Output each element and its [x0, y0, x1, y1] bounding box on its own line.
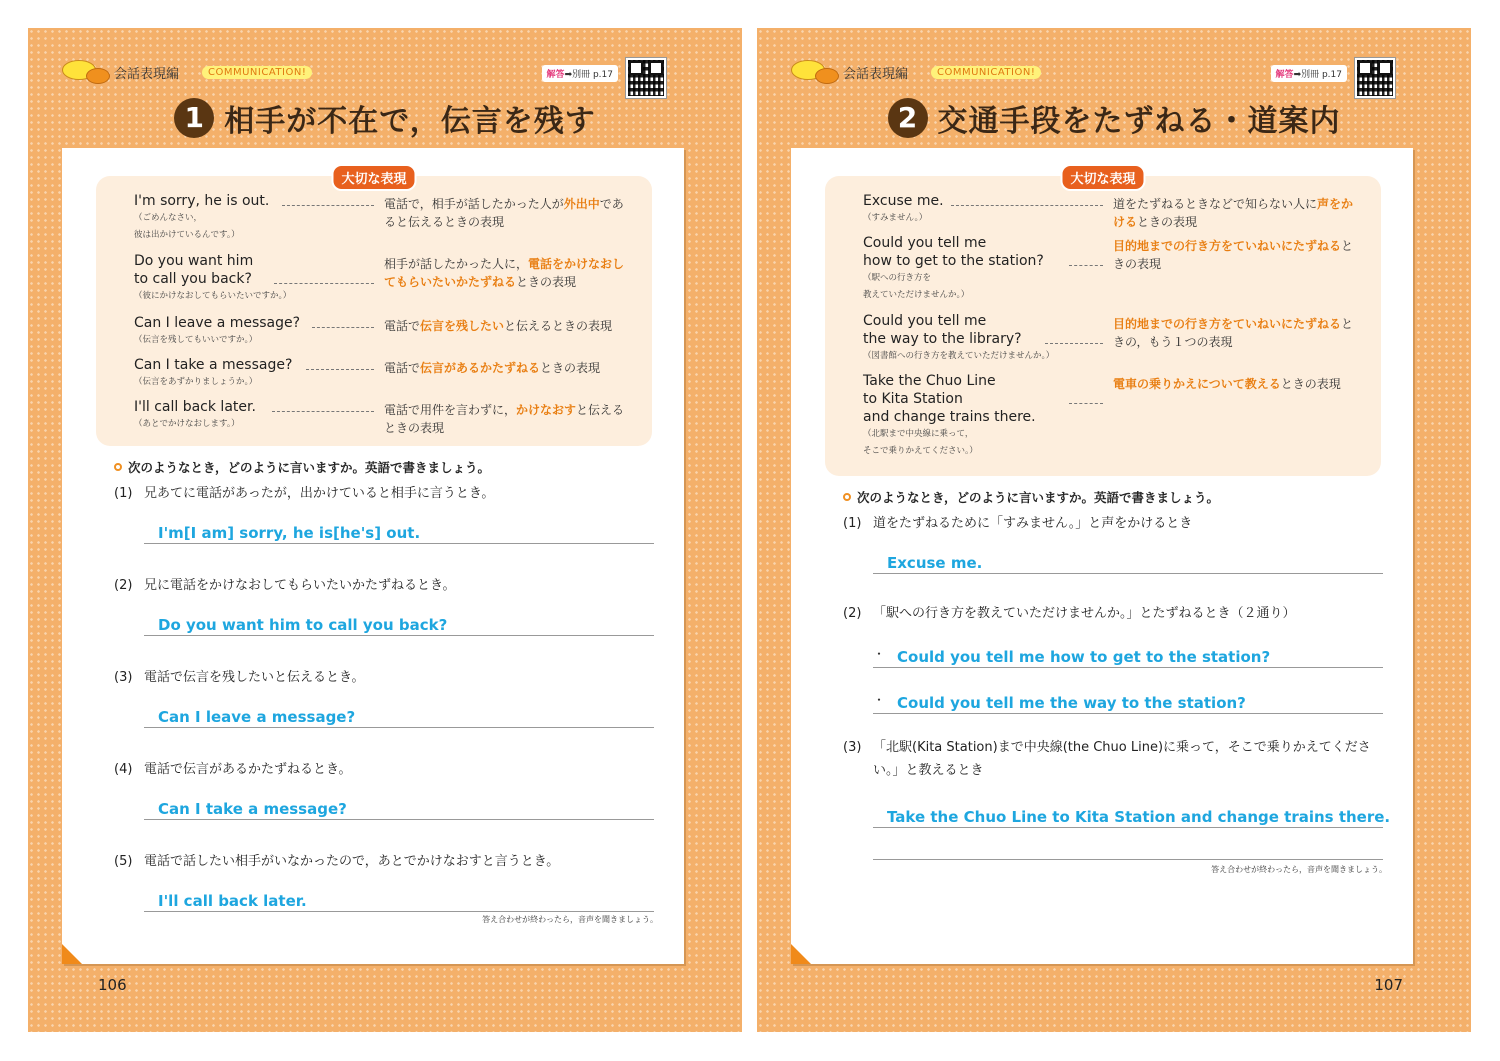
dotted-leader [282, 205, 374, 206]
lesson-title: 相手が不在で，伝言を残す [224, 104, 596, 139]
key-expression-description: 目的地までの行き方をていねいにたずねるときの表現 [1113, 239, 1354, 271]
answer-line-5[interactable] [144, 886, 654, 912]
page-number: 106 [98, 976, 127, 994]
page-header [791, 58, 1395, 92]
key-expression-row [863, 192, 1357, 232]
answer-line-1[interactable] [873, 548, 1383, 574]
page-number: 107 [1374, 976, 1403, 994]
answer-reference: 解答➡別冊 p.17 [542, 65, 618, 82]
key-expression-row [863, 372, 1357, 462]
worksheet-paper [791, 148, 1413, 964]
key-expression-description: 相手が話したかった人に，電話をかけなおしてもらいたいかたずねるときの表現 [384, 257, 625, 289]
lesson-number: 2 [888, 98, 928, 138]
key-expression-translation: （ごめんなさい， 彼は出かけているんです。） [134, 213, 240, 240]
key-expression-description: 電車の乗りかえについて教えるときの表現 [1113, 377, 1341, 391]
answer-text: Take the Chuo Line to Kita Station and change trains there. [887, 808, 1391, 826]
answer-line-1[interactable] [144, 518, 654, 544]
key-expression-row [134, 398, 628, 438]
lesson-title: 交通手段をたずねる・道案内 [937, 104, 1341, 139]
key-expression-description: 電話で伝言があるかたずねるときの表現 [384, 361, 601, 375]
answer-text: I'll call back later. [158, 892, 307, 910]
key-expression-translation: （彼にかけなおしてもらいたいですか。） [134, 291, 292, 301]
key-expression-description: 目的地までの行き方をていねいにたずねるときの，もう１つの表現 [1113, 317, 1354, 349]
answer-text: Could you tell me how to get to the station? [897, 648, 1271, 666]
audio-note: 答え合わせが終わったら，音声を聞きましょう。 [1211, 865, 1387, 874]
key-expression-english: I'm sorry, he is out. [134, 193, 270, 209]
key-expression-english: Could you tell me the way to the library? [863, 313, 1022, 347]
dotted-leader [1045, 343, 1103, 344]
section-label: 会話表現編 [114, 67, 180, 82]
right-page [757, 28, 1471, 1032]
speech-bubble-icon [791, 60, 841, 86]
key-expression-row [134, 356, 628, 396]
dotted-leader [272, 411, 374, 412]
key-expressions-box [825, 172, 1381, 476]
lesson-title-row [28, 96, 742, 142]
question-4: (4) 電話で伝言があるかたずねるとき。 [114, 762, 352, 777]
instruction: 次のようなとき，どのように言いますか。英語で書きましょう。 [114, 458, 490, 476]
question-1: (1) 道をたずねるために「すみません。」と声をかけるとき [843, 516, 1193, 531]
left-page [28, 28, 742, 1032]
key-expression-english: Excuse me. [863, 193, 944, 209]
key-expression-english: Could you tell me how to get to the station? [863, 235, 1044, 269]
key-expression-english: Can I leave a message? [134, 315, 301, 331]
key-expression-translation: （伝言をあずかりましょうか。） [134, 377, 258, 387]
answer-line-3[interactable] [144, 702, 654, 728]
key-expression-description: 電話で，相手が話したかった人が外出中であると伝えるときの表現 [384, 197, 624, 229]
communication-tag: COMMUNICATION! [202, 66, 312, 79]
key-expressions-label: 大切な表現 [331, 164, 416, 191]
key-expression-description: 電話で伝言を残したいと伝えるときの表現 [384, 319, 613, 333]
dotted-leader [1069, 265, 1103, 266]
key-expression-translation: （図書館への行き方を教えていただけませんか。） [863, 351, 1055, 361]
question-3: (3) 「北駅(Kita Station)まで中央線(the Chuo Line)に乗って，そこで乗りかえてください。」と教えるとき [843, 740, 1371, 778]
dotted-leader [312, 327, 374, 328]
bullet-dot-icon [843, 493, 851, 501]
key-expression-translation: （北駅まで中央線に乗って， そこで乗りかえてください。） [863, 429, 978, 456]
qr-code-icon[interactable] [626, 58, 666, 98]
communication-tag: COMMUNICATION! [931, 66, 1041, 79]
answer-line-2a[interactable]: ・ Could you tell me how to get to the station? [873, 642, 1383, 668]
question-2: (2) 「駅への行き方を教えていただけませんか。」とたずねるとき（２通り） [843, 606, 1296, 621]
question-1: (1) 兄あてに電話があったが，出かけていると相手に言うとき。 [114, 486, 495, 501]
audio-note: 答え合わせが終わったら，音声を聞きましょう。 [482, 915, 658, 924]
speech-bubble-icon [62, 60, 112, 86]
key-expressions-label: 大切な表現 [1060, 164, 1145, 191]
question-5: (5) 電話で話したい相手がいなかったので，あとでかけなおすと言うとき。 [114, 854, 560, 869]
answer-text: Excuse me. [887, 554, 983, 572]
qr-code-icon[interactable] [1355, 58, 1395, 98]
answer-line-2b[interactable]: ・ Could you tell me the way to the station? [873, 688, 1383, 714]
key-expression-translation: （伝言を残してもいいですか。） [134, 335, 258, 345]
instruction: 次のようなとき，どのように言いますか。英語で書きましょう。 [843, 488, 1219, 506]
answer-text: Do you want him to call you back? [158, 616, 448, 634]
answer-text: Can I leave a message? [158, 708, 356, 726]
worksheet-paper [62, 148, 684, 964]
answer-text: Can I take a message? [158, 800, 347, 818]
dotted-leader [951, 205, 1103, 206]
answer-text: Could you tell me the way to the station? [897, 694, 1246, 712]
answer-line-3[interactable] [873, 802, 1391, 828]
answer-line-4[interactable] [144, 794, 654, 820]
dotted-leader [1069, 403, 1103, 404]
key-expression-row [863, 234, 1357, 304]
key-expression-english: Do you want him to call you back? [134, 253, 254, 287]
key-expression-row [134, 252, 628, 308]
question-2: (2) 兄に電話をかけなおしてもらいたいかたずねるとき。 [114, 578, 456, 593]
answer-line-3-blank[interactable] [873, 834, 1383, 860]
key-expression-translation: （あとでかけなおします。） [134, 419, 240, 429]
key-expression-english: Take the Chuo Line to Kita Station and change trains there. [863, 373, 1036, 425]
question-3: (3) 電話で伝言を残したいと伝えるとき。 [114, 670, 365, 685]
dotted-leader [306, 369, 374, 370]
section-label: 会話表現編 [843, 67, 909, 82]
answer-line-2[interactable] [144, 610, 654, 636]
key-expression-english: I'll call back later. [134, 399, 256, 415]
key-expression-row [863, 312, 1357, 366]
key-expression-english: Can I take a message? [134, 357, 293, 373]
bullet-dot-icon [114, 463, 122, 471]
key-expression-row [134, 314, 628, 354]
key-expression-translation: （すみません。） [863, 213, 928, 223]
answer-text: I'm[I am] sorry, he is[he's] out. [158, 524, 421, 542]
lesson-title-row [757, 96, 1471, 142]
key-expression-description: 道をたずねるときなどで知らない人に声をかけるときの表現 [1113, 197, 1354, 229]
key-expression-row [134, 192, 628, 244]
key-expression-translation: （駅への行き方を 教えていただけませんか。） [863, 273, 970, 300]
key-expression-description: 電話で用件を言わずに，かけなおすと伝えるときの表現 [384, 403, 625, 435]
lesson-number: 1 [174, 98, 214, 138]
dotted-leader [274, 283, 374, 284]
answer-reference: 解答➡別冊 p.17 [1271, 65, 1347, 82]
page-header [62, 58, 666, 92]
key-expressions-box [96, 172, 652, 446]
